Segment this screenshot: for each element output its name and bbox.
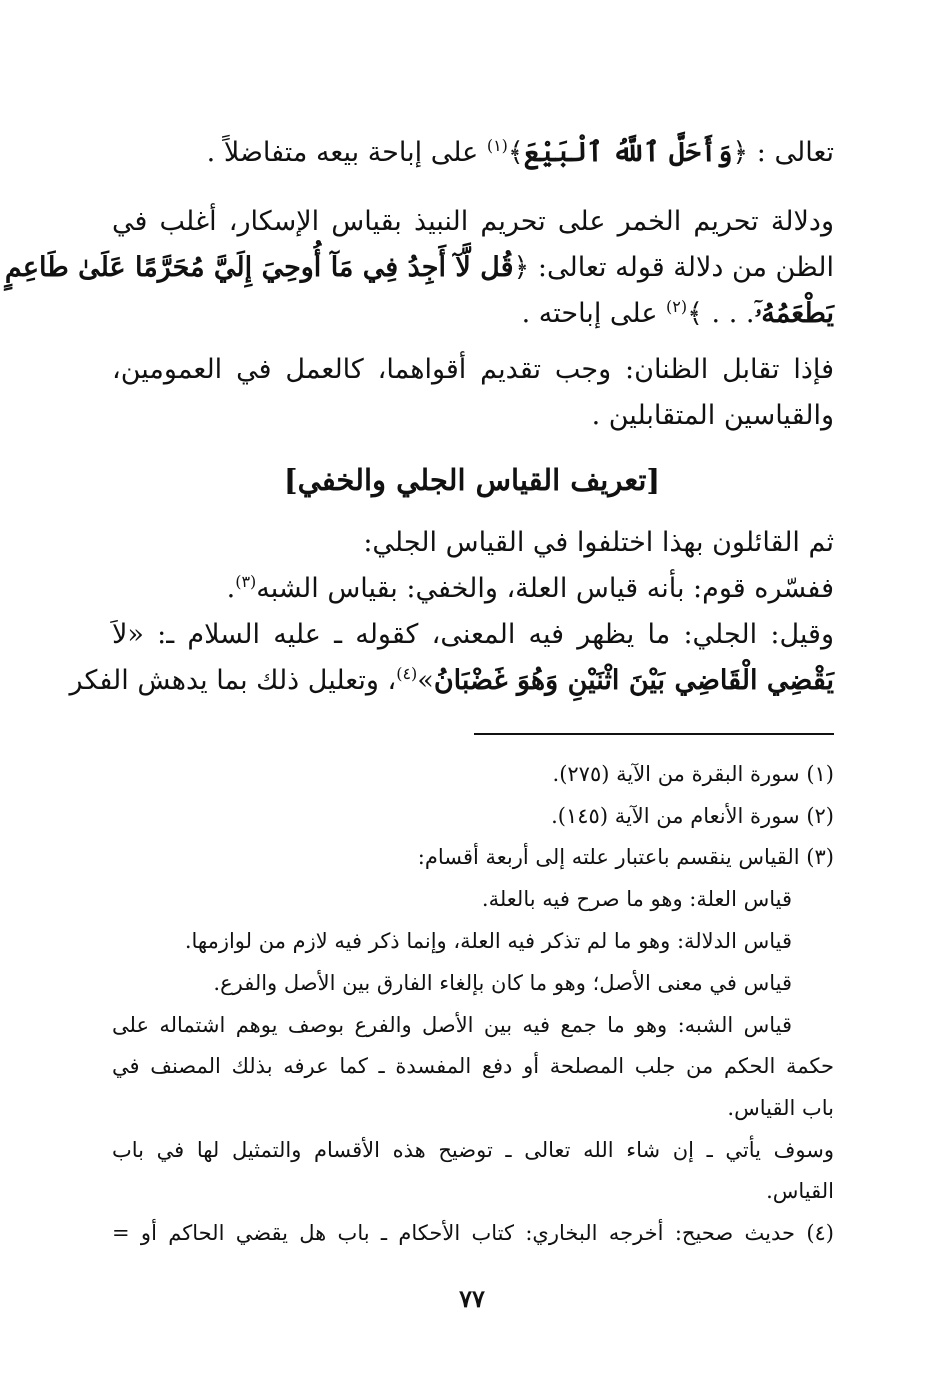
- body-line-8: [227, 569, 834, 609]
- text: . . . ﴾: [687, 298, 755, 329]
- footnote-ref: (٤): [396, 664, 418, 683]
- footnote-2: (٢) سورة الأنعام من الآية (١٤٥).: [551, 804, 834, 828]
- body-line-3: [4, 248, 834, 288]
- text: على إباحة بيعه متفاضلاً .: [206, 137, 487, 168]
- text: ، وتعليل ذلك بما يدهش الفكر: [69, 665, 397, 696]
- quran-verse: قُل لَّآ أَجِدُ فِي مَآ أُوحِيَ إِلَيَّ مُحَرَّمًا عَلَىٰ طَاعِمٍ: [4, 252, 514, 283]
- footnote-3: (٣) القياس ينقسم باعتبار علته إلى أربعة أقسام:: [417, 845, 834, 869]
- body-line-4: [522, 294, 834, 334]
- text: الظن من دلالة قوله تعالى: ﴿: [513, 252, 834, 283]
- section-heading: [تعريف القياس الجلي والخفي]: [283, 463, 661, 497]
- body-line-2: ودلالة تحريم الخمر على تحريم النبيذ بقياس الإسكار، أغلب في: [112, 206, 834, 237]
- footnote-3-item: القياس.: [766, 1179, 834, 1203]
- body-line-7: ثم القائلون بهذا اختلفوا في القياس الجلي:: [363, 527, 834, 558]
- footnote-ref: (١): [486, 136, 508, 155]
- footnote-ref: (٣): [235, 572, 257, 591]
- text: ففسّره قوم: بأنه قياس العلة، والخفي: بقياس الشبه: [256, 573, 834, 604]
- footnote-3-item: قياس في معنى الأصل؛ وهو ما كان بإلغاء الفارق بين الأصل والفرع.: [213, 971, 792, 995]
- text: »: [417, 665, 434, 696]
- footnote-1: (١) سورة البقرة من الآية (٢٧٥).: [552, 762, 834, 786]
- hadith-text: يَقْضِي الْقَاضِي بَيْنَ اثْنَيْنِ وَهُوَ غَضْبَانُ: [433, 665, 834, 696]
- footnote-ref: (٢): [666, 297, 688, 316]
- body-line-9: وقيل: الجلي: ما يظهر فيه المعنى، كقوله ـ عليه السلام ـ: «لاَ: [112, 619, 834, 650]
- text: تعالى : ﴿: [732, 137, 834, 168]
- quran-verse: وَأَحَلَّ ٱللَّهُ ٱلْبَيْعَ: [523, 137, 733, 168]
- text: .: [226, 573, 236, 604]
- body-line-10: [69, 661, 834, 701]
- footnote-3-item: قياس الشبه: وهو ما جمع فيه بين الأصل والفرع بوصف يوهم اشتماله على: [112, 1013, 792, 1037]
- footnote-3-item: حكمة الحكم من جلب المصلحة أو دفع المفسدة ـ كما عرفه بذلك المصنف في: [112, 1054, 834, 1078]
- body-line-5: فإذا تقابل الظنان: وجب تقديم أقواهما، كالعمل في العمومين،: [112, 354, 834, 385]
- footnote-3-item: وسوف يأتي ـ إن شاء الله تعالى ـ توضيح هذه الأقسام والتمثيل لها في باب: [112, 1138, 834, 1162]
- body-line-1: [207, 133, 834, 173]
- footnote-3-item: قياس الدلالة: وهو ما لم تذكر فيه العلة، وإنما ذكر فيه لازم من لوازمها.: [184, 929, 792, 953]
- text: على إباحته .: [521, 298, 667, 329]
- page-number: ٧٧: [459, 1284, 485, 1313]
- footnote-3-item: باب القياس.: [727, 1096, 834, 1120]
- footnote-4: (٤) حديث صحيح: أخرجه البخاري: كتاب الأحكام ـ باب هل يقضي الحاكم أو =: [112, 1221, 834, 1245]
- quran-verse: يَطْعَمُهُۥٓ: [754, 298, 834, 329]
- body-line-6: والقياسين المتقابلين .: [591, 400, 834, 431]
- footnote-divider: [474, 733, 834, 735]
- footnote-3-item: قياس العلة: وهو ما صرح فيه بالعلة.: [481, 887, 792, 911]
- text: ﴾: [507, 137, 524, 168]
